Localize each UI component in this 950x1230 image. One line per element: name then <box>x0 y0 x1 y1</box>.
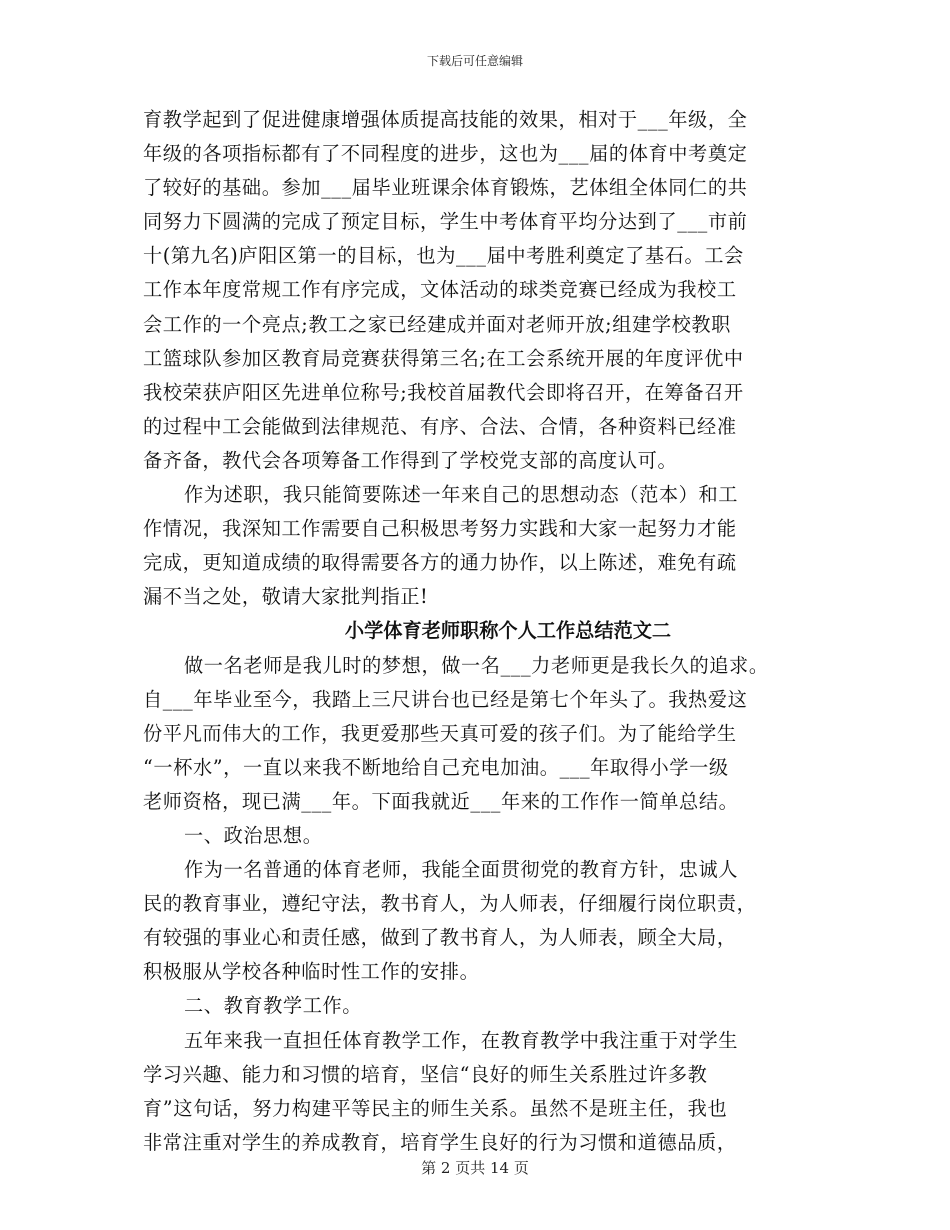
text-line: 育教学起到了促进健康增强体质提高技能的效果，相对于___年级，全 <box>143 108 748 131</box>
paragraph <box>143 1024 823 1160</box>
text-line: 作为述职，我只能简要陈述一年来自己的思想动态（范本）和工 <box>184 483 739 507</box>
page-footer: 第 2 页共 14 页 <box>421 1159 529 1177</box>
text-line: 备齐备，教代会各项筹备工作得到了学校党支部的高度认可。 <box>143 448 678 472</box>
text-line: 了较好的基础。参加___届毕业班课余体育锻炼，艺体组全体同仁的共 <box>143 176 748 200</box>
text-line: 自___年毕业至今，我踏上三尺讲台也已经是第七个年头了。我热爱这 <box>143 687 748 711</box>
section-title: 小学体育老师职称个人工作总结范文二 <box>344 619 672 643</box>
text-line: 我校荣获庐阳区先进单位称号;我校首届教代会即将召开，在筹备召开 <box>143 380 744 404</box>
text-line: 学习兴趣、能力和习惯的培育，坚信“良好的师生关系胜过许多教 <box>143 1062 708 1086</box>
page-header: 下载后可任意编辑 <box>426 54 523 68</box>
text-line: 年级的各项指标都有了不同程度的进步，这也为___届的体育中考奠定 <box>143 142 748 166</box>
paragraph <box>143 649 823 819</box>
text-line: 完成，更知道成绩的取得需要各方的通力协作，以上陈述，难免有疏 <box>143 551 737 575</box>
text-line: 作为一名普通的体育老师，我能全面贯彻党的教育方针，忠诚人 <box>184 858 739 882</box>
document-body <box>143 103 823 1160</box>
text-line: 漏不当之处，敬请大家批判指正! <box>143 585 429 609</box>
text-line: 的过程中工会能做到法律规范、有序、合法、合情，各种资料已经准 <box>143 414 737 438</box>
text-line: 民的教育事业，遵纪守法，教书育人，为人师表，仔细履行岗位职责， <box>143 892 757 916</box>
text-line: 老师资格，现已满___年。下面我就近___年来的工作作一简单总结。 <box>143 789 739 813</box>
subheading <box>143 819 823 853</box>
paragraph <box>143 853 823 989</box>
text-line: 五年来我一直担任体育教学工作，在教育教学中我注重于对学生 <box>184 1028 739 1052</box>
text-line: 工作本年度常规工作有序完成，文体活动的球类竞赛已经成为我校工 <box>143 278 737 302</box>
text-line: 作情况，我深知工作需要自己积极思考努力实践和大家一起努力才能 <box>143 517 737 541</box>
text-line: 非常注重对学生的养成教育，培育学生良好的行为习惯和道德品质， <box>143 1130 737 1154</box>
paragraph <box>143 103 823 478</box>
text-line: 积极服从学校各种临时性工作的安排。 <box>143 960 480 984</box>
text-line: 有较强的事业心和责任感，做到了教书育人，为人师表，顾全大局， <box>143 926 737 950</box>
text-line: “一杯水”，一直以来我不断地给自己充电加油。___年取得小学一级 <box>143 755 729 779</box>
text-line: 会工作的一个亮点;教工之家已经建成并面对老师开放;组建学校教职 <box>143 312 731 336</box>
text-line: 二、教育教学工作。 <box>184 994 363 1018</box>
text-line: 份平凡而伟大的工作，我更爱那些天真可爱的孩子们。为了能给学生 <box>143 721 737 745</box>
text-line: 育”这句话，努力构建平等民主的师生关系。虽然不是班主任，我也 <box>143 1096 728 1120</box>
text-line: 一、政治思想。 <box>184 823 323 847</box>
paragraph <box>143 478 823 614</box>
text-line: 工篮球队参加区教育局竞赛获得第三名;在工会系统开展的年度评优中 <box>143 346 744 370</box>
subheading <box>143 989 823 1023</box>
text-line: 十(第九名)庐阳区第一的目标，也为___届中考胜利奠定了基石。工会 <box>143 244 744 268</box>
text-line: 做一名老师是我儿时的梦想，做一名___力老师更是我长久的追求。 <box>184 653 769 677</box>
text-line: 同努力下圆满的完成了预定目标，学生中考体育平均分达到了___市前 <box>143 210 748 234</box>
